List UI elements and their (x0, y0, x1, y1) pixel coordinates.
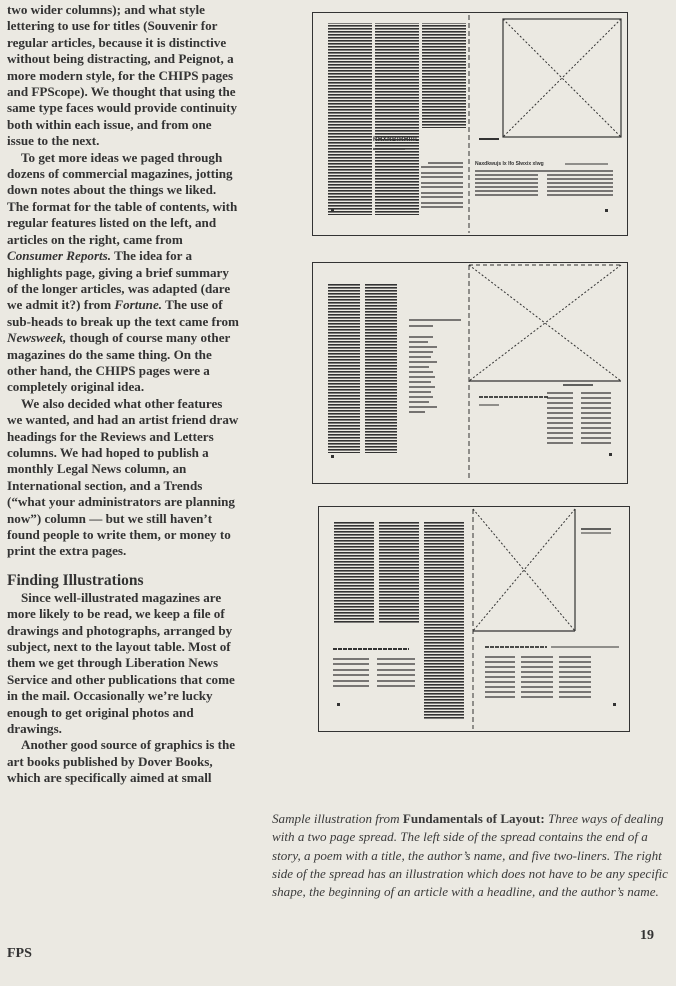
publication-name: FPS (7, 946, 32, 961)
layout-spread-2 (312, 262, 628, 484)
spread-2-poem (409, 320, 461, 412)
paragraph-1: two wider columns); and what style lettering to use for titles (Souvenir for regular articles, because it is distinctive without being distracting, and Peignot, a more modern style, for the CHIPS pages and FPScope). We thought that using the same type faces would provide continuity both within each issue, and from one issue to the next. (7, 2, 237, 149)
spread-1-right-headline: Naxdkwujs Ix Ifo Slwxix xlwg (475, 161, 544, 167)
article-column (7, 2, 239, 787)
paragraph-4: Since well-illustrated magazines are more likely to be read, we keep a file of drawings and photographs, arranged by subject, next to the layout table. Most of them we get through Liberation News Service and other publications that come in the mail. Occasionally we’re lucky enough to get original photos and drawings. (7, 589, 235, 737)
paragraph-2: To get more ideas we paged through dozens of commercial magazines, jotting down notes about the things we liked. The format for the table of contents, with regular features listed on the left, and articles on the right, came from Consumer Reports. The idea for a highlights page, giving a brief summary of the longer articles, was adapted (dare we admit it?) from Fortune. The use of sub-heads to break up the text came from Newsweek, though of course many other magazines do the same thing. On the other hand, the CHIPS pages were a completely original idea. (7, 149, 239, 395)
spread-1-headline: RHXNBIRHIIIL (373, 137, 420, 143)
paragraph-3: We also decided what other features we wanted, and had an artist friend draw headings for the Reviews and Letters columns. We had hoped to publish a monthly Legal News column, an International section, and a Trends (“what your administrators are planning now”) column — but we still haven’t found people to write them, or money to print the extra pages. (7, 395, 239, 559)
spread-1-columns (328, 23, 466, 215)
figure-caption: Sample illustration from Fundamentals of Layout: Three ways of dealing with a two page spread. The left side of the spread contains the end of a story, a poem with a title, the author’s name, and five two-liners. The right side of the spread has an illustration which does not have to be any specific shape, the beginning of an article with a headline, and the author’s name. (272, 811, 668, 900)
spread-1-drawing (313, 13, 627, 235)
section-heading: Finding Illustrations (7, 571, 144, 589)
layout-spread-3 (318, 506, 630, 732)
spread-3-two-liners (333, 659, 415, 686)
spread-2-drawing (313, 263, 627, 483)
page-number: 19 (640, 928, 654, 943)
spread-3-drawing (319, 507, 629, 731)
layout-spread-1 (312, 12, 628, 236)
spread-1-two-liners (421, 163, 463, 207)
paragraph-5: Another good source of graphics is the art books published by Dover Books, which are specifically aimed at small (7, 737, 236, 786)
